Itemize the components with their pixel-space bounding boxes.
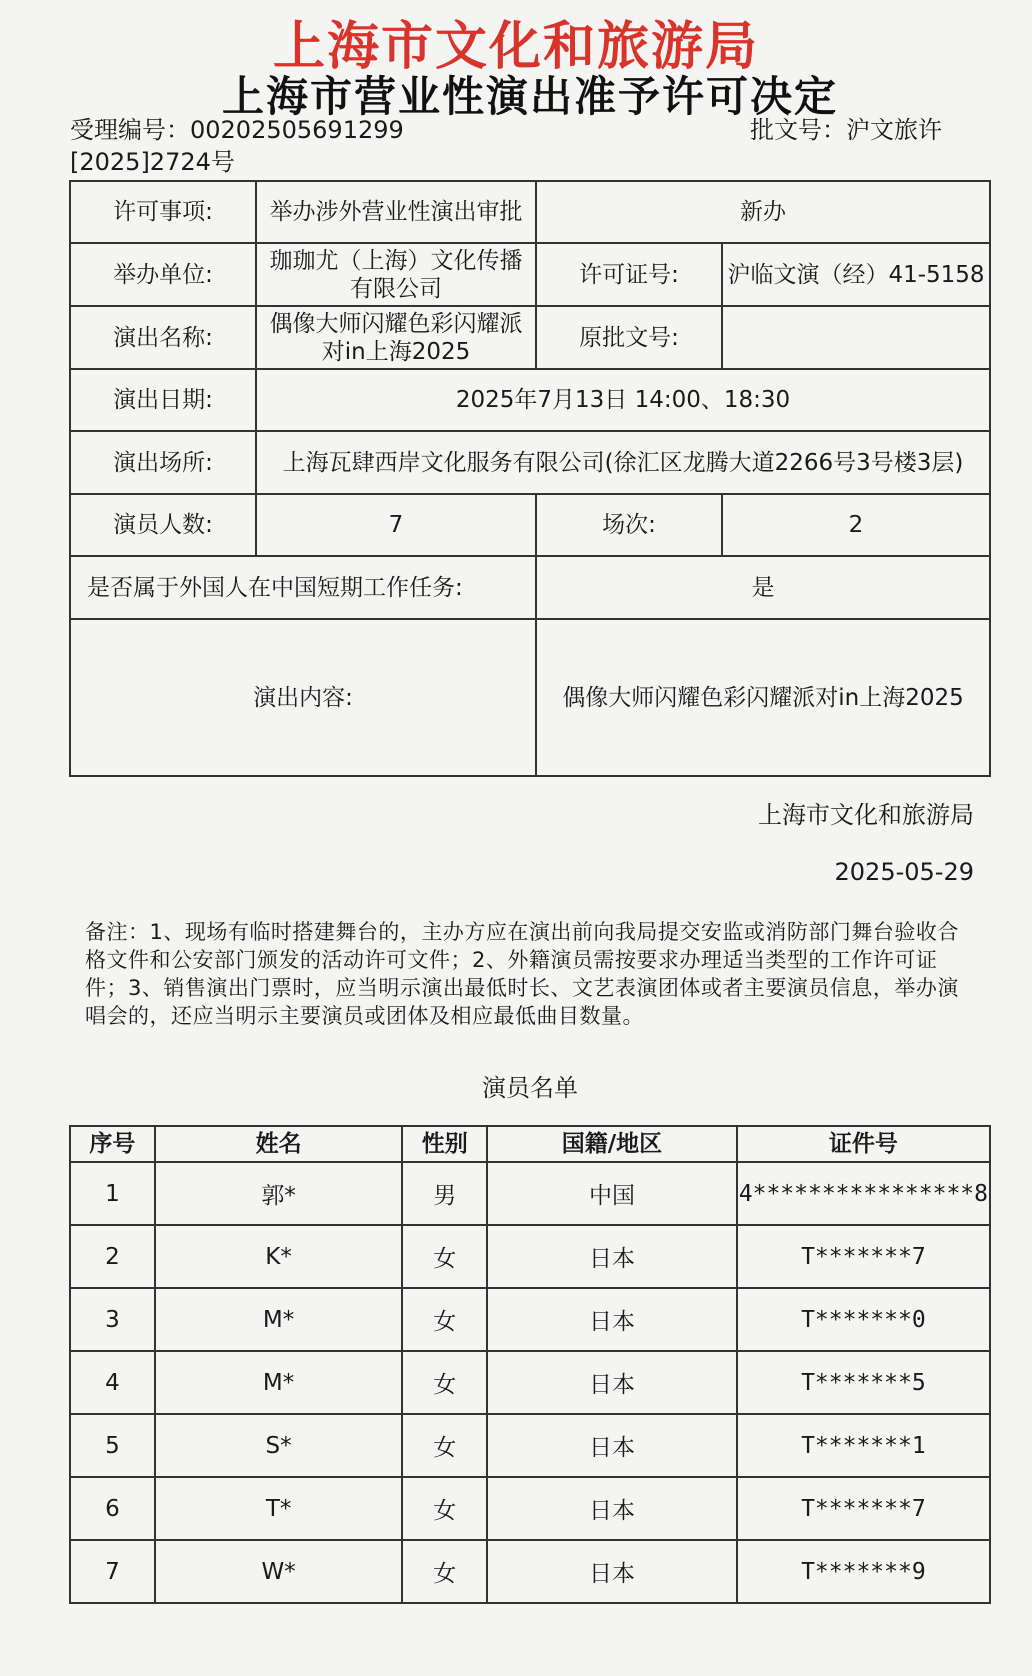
permit-info-table — [69, 180, 991, 777]
sessions-label: 场次: — [536, 494, 722, 556]
row-name: T* — [155, 1477, 403, 1540]
performers-value: 7 — [256, 494, 536, 556]
row-name: K* — [155, 1225, 403, 1288]
row-id-number: T*******9 — [737, 1540, 990, 1603]
row-index: 3 — [70, 1288, 155, 1351]
row-gender: 女 — [402, 1414, 487, 1477]
organizer-label: 举办单位: — [70, 243, 256, 306]
row-id-number: T*******0 — [737, 1288, 990, 1351]
row-index: 6 — [70, 1477, 155, 1540]
col-header-name: 姓名 — [155, 1126, 403, 1162]
performer-roster-table — [69, 1125, 991, 1604]
table-row — [70, 1414, 990, 1477]
table-row — [70, 1351, 990, 1414]
table-row — [70, 1225, 990, 1288]
date-value: 2025年7月13日 14:00、18:30 — [256, 369, 990, 431]
row-gender: 女 — [402, 1351, 487, 1414]
show-name-value: 偶像大师闪耀色彩闪耀派对in上海2025 — [256, 306, 536, 369]
row-index: 2 — [70, 1225, 155, 1288]
sessions-value: 2 — [722, 494, 990, 556]
agency-title: 上海市文化和旅游局 — [272, 17, 759, 77]
col-header-id-number: 证件号 — [737, 1126, 990, 1162]
item-type: 新办 — [536, 181, 990, 243]
show-name-label: 演出名称: — [70, 306, 256, 369]
row-nationality: 日本 — [487, 1288, 737, 1351]
row-index: 5 — [70, 1414, 155, 1477]
roster-title: 演员名单 — [482, 1074, 578, 1102]
issuer-name: 上海市文化和旅游局 — [758, 801, 974, 829]
row-gender: 女 — [402, 1225, 487, 1288]
foreign-value: 是 — [536, 556, 990, 619]
row-gender: 男 — [402, 1162, 487, 1225]
row-index: 1 — [70, 1162, 155, 1225]
venue-label: 演出场所: — [70, 431, 256, 494]
row-nationality: 日本 — [487, 1414, 737, 1477]
row-id-number: T*******7 — [737, 1477, 990, 1540]
remarks: 备注：1、现场有临时搭建舞台的，主办方应在演出前向我局提交安监或消防部门舞台验收合格文件和公安部门颁发的活动许可文件；2、外籍演员需按要求办理适当类型的工作许可证件；3、销售演出门票时，应当明示演出最低时长、文艺表演团体或者主要演员信息，举办演唱会的，还应当明示主要演员或团体及相应最低曲目数量。 — [85, 920, 959, 1028]
license-value: 沪临文演（经）41-5158 — [722, 243, 990, 306]
row-nationality: 日本 — [487, 1351, 737, 1414]
row-id-number: T*******5 — [737, 1351, 990, 1414]
row-nationality: 日本 — [487, 1477, 737, 1540]
row-index: 7 — [70, 1540, 155, 1603]
acceptance-number-block — [70, 114, 470, 178]
table-row — [70, 1288, 990, 1351]
content-label: 演出内容: — [70, 619, 536, 776]
row-gender: 女 — [402, 1288, 487, 1351]
license-label: 许可证号: — [536, 243, 722, 306]
item-label: 许可事项: — [70, 181, 256, 243]
col-header-nationality: 国籍/地区 — [487, 1126, 737, 1162]
approval-number-label: 批文号：沪文旅许 — [750, 116, 942, 144]
orig-approval-label: 原批文号: — [536, 306, 722, 369]
row-gender: 女 — [402, 1540, 487, 1603]
row-id-number: T*******7 — [737, 1225, 990, 1288]
row-id-number: 4****************8 — [737, 1162, 990, 1225]
approval-number-value: [2025]2724号 — [70, 148, 235, 176]
performers-label: 演员人数: — [70, 494, 256, 556]
col-header-index: 序号 — [70, 1126, 155, 1162]
foreign-label: 是否属于外国人在中国短期工作任务: — [70, 556, 536, 619]
row-index: 4 — [70, 1351, 155, 1414]
row-name: M* — [155, 1288, 403, 1351]
table-row — [70, 1477, 990, 1540]
row-name: 郭* — [155, 1162, 403, 1225]
document-title: 上海市营业性演出准予许可决定 — [221, 72, 838, 121]
orig-approval-value — [722, 306, 990, 369]
row-name: M* — [155, 1351, 403, 1414]
row-nationality: 日本 — [487, 1540, 737, 1603]
table-row — [70, 1162, 990, 1225]
row-name: W* — [155, 1540, 403, 1603]
row-nationality: 中国 — [487, 1162, 737, 1225]
organizer-value: 珈珈尤（上海）文化传播有限公司 — [256, 243, 536, 306]
date-label: 演出日期: — [70, 369, 256, 431]
acceptance-number: 受理编号：00202505691299 — [70, 116, 404, 144]
venue-value: 上海瓦肆西岸文化服务有限公司(徐汇区龙腾大道2266号3号楼3层) — [256, 431, 990, 494]
issue-date: 2025-05-29 — [834, 858, 974, 886]
row-name: S* — [155, 1414, 403, 1477]
row-nationality: 日本 — [487, 1225, 737, 1288]
table-row — [70, 1540, 990, 1603]
content-value: 偶像大师闪耀色彩闪耀派对in上海2025 — [536, 619, 990, 776]
row-id-number: T*******1 — [737, 1414, 990, 1477]
item-value: 举办涉外营业性演出审批 — [256, 181, 536, 243]
col-header-gender: 性别 — [402, 1126, 487, 1162]
row-gender: 女 — [402, 1477, 487, 1540]
